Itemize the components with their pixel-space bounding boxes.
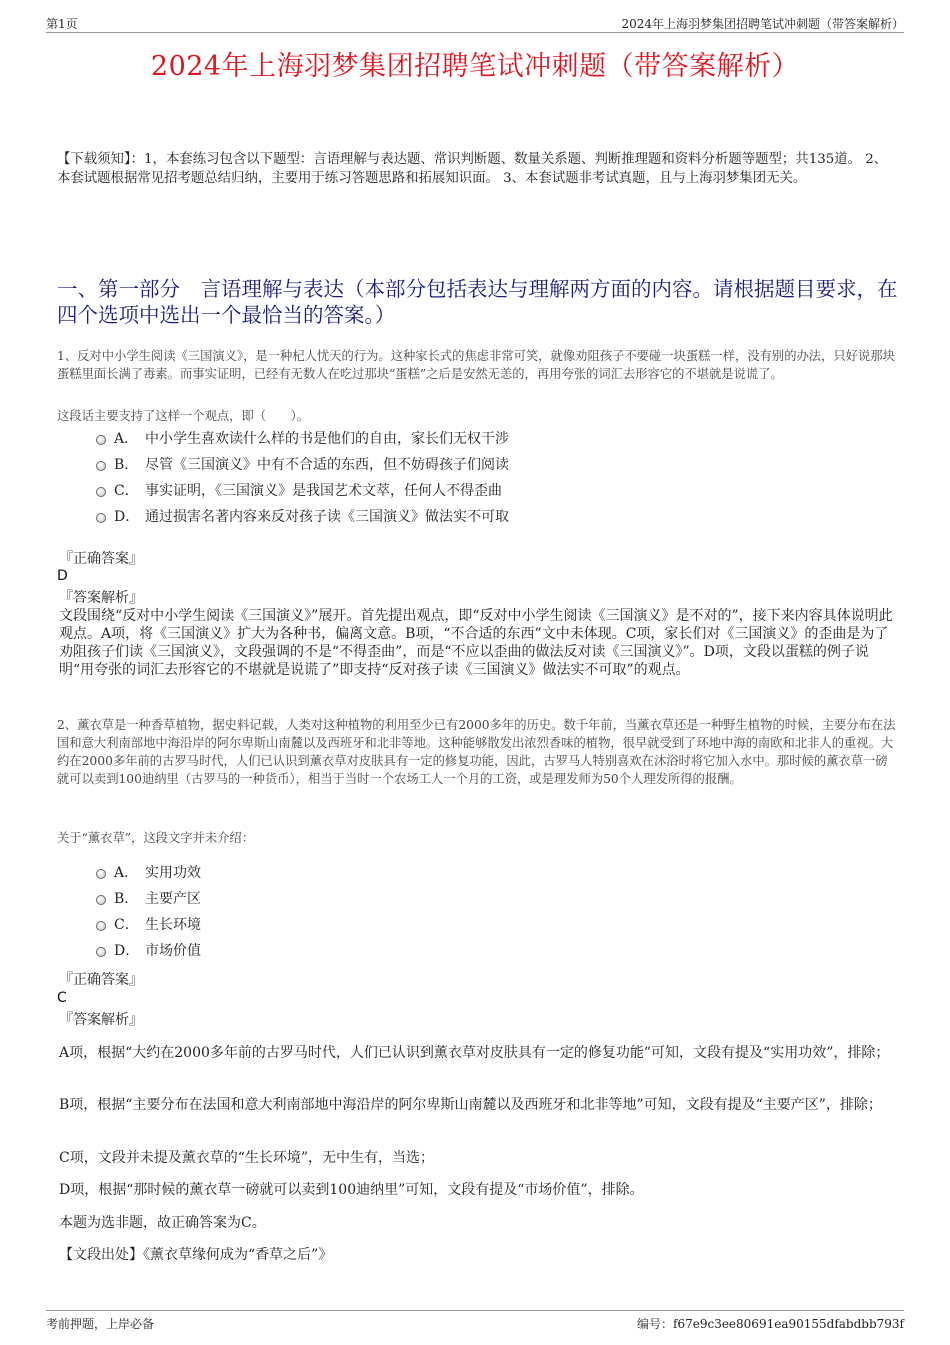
option-text: 事实证明，《三国演义》是我国艺术文萃，任何人不得歪曲: [145, 483, 502, 499]
option-letter: B．: [114, 457, 139, 473]
option-letter: A．: [114, 865, 139, 881]
option-text: 主要产区: [145, 891, 201, 907]
question-2-option-b[interactable]: [96, 886, 876, 912]
page-header: [46, 14, 904, 33]
option-text: 通过损害名著内容来反对孩子读《三国演义》做法实不可取: [145, 509, 509, 525]
question-2-analysis-c: C项，文段并未提及薰衣草的“生长环境”，无中生有，当选；: [59, 1150, 435, 1166]
radio-button-icon[interactable]: [96, 461, 106, 471]
option-letter: C．: [114, 483, 139, 499]
radio-button-icon[interactable]: [96, 921, 106, 931]
question-1-prompt: 这段话主要支持了这样一个观点，即（ ）。: [57, 409, 310, 423]
question-2-answer-label: 『正确答案』: [59, 972, 143, 988]
page-footer: [46, 1310, 904, 1337]
question-2-options: [96, 860, 876, 964]
question-1-options: [96, 426, 876, 530]
radio-button-icon[interactable]: [96, 435, 106, 445]
question-1-answer-label: 『正确答案』: [59, 551, 143, 567]
radio-button-icon[interactable]: [96, 869, 106, 879]
radio-button-icon[interactable]: [96, 513, 106, 523]
footer-doc-id: 编号：f67e9c3ee80691ea90155dfabdbb793f: [637, 1317, 904, 1331]
question-2-option-c[interactable]: [96, 912, 876, 938]
radio-button-icon[interactable]: [96, 487, 106, 497]
footer-slogan: 考前押题，上岸必备: [46, 1317, 155, 1331]
option-text: 实用功效: [145, 865, 201, 881]
option-text: 中小学生喜欢读什么样的书是他们的自由，家长们无权干涉: [145, 431, 509, 447]
page-number: 第1页: [46, 17, 78, 31]
question-2-option-a[interactable]: [96, 860, 876, 886]
question-2-analysis-d: D项，根据“那时候的薰衣草一磅就可以卖到100迪纳里”可知，文段有提及“市场价值”，排除。: [59, 1182, 644, 1198]
question-1-analysis: 文段围绕“反对中小学生阅读《三国演义》”展开。首先提出观点，即“反对中小学生阅读《三国演义》是不对的”，接下来内容具体说明此观点。A项，将《三国演义》扩大为各种书，偏离文意。B项，“不合适的东西”文中未体现。C项，家长们对《三国演义》的歪曲是为了劝阻孩子们读《三国演义》，文段强调的不是“不得歪曲”，而是“不应以歪曲的做法反对读《三国演义》”。D项，文段以蛋糕的例子说明“用夸张的词汇去形容它的不堪就是说谎了”即支持“反对孩子读《三国演义》做法实不可取”的观点。: [59, 608, 893, 678]
option-letter: C．: [114, 917, 139, 933]
question-1-option-c[interactable]: [96, 478, 876, 504]
option-letter: A．: [114, 431, 139, 447]
question-2-conclusion: 本题为选非题，故正确答案为C。: [59, 1215, 266, 1231]
radio-button-icon[interactable]: [96, 895, 106, 905]
option-text: 生长环境: [145, 917, 201, 933]
option-letter: D．: [114, 943, 140, 959]
radio-button-icon[interactable]: [96, 947, 106, 957]
question-1-option-b[interactable]: [96, 452, 876, 478]
option-letter: D．: [114, 509, 140, 525]
question-2-source: 【文段出处】《薰衣草缘何成为“香草之后”》: [59, 1247, 333, 1263]
option-text: 市场价值: [145, 943, 201, 959]
question-2-analysis-a: A项，根据“大约在2000多年前的古罗马时代，人们已认识到薰衣草对皮肤具有一定的修复功能”可知，文段有提及“实用功效”，排除；: [59, 1045, 890, 1061]
question-2-analysis-b: B项，根据“主要分布在法国和意大利南部地中海沿岸的阿尔卑斯山南麓以及西班牙和北非等地”可知，文段有提及“主要产区”，排除；: [59, 1097, 882, 1113]
header-doc-title: 2024年上海羽梦集团招聘笔试冲刺题（带答案解析）: [621, 17, 904, 31]
page-title: 2024年上海羽梦集团招聘笔试冲刺题（带答案解析）: [150, 51, 800, 82]
option-text: 尽管《三国演义》中有不合适的东西，但不妨碍孩子们阅读: [145, 457, 509, 473]
question-2-option-d[interactable]: [96, 938, 876, 964]
question-1-option-a[interactable]: [96, 426, 876, 452]
option-letter: B．: [114, 891, 139, 907]
download-notice: 【下载须知】：1，本套练习包含以下题型：言语理解与表达题、常识判断题、数量关系题、判断推理题和资料分析题等题型；共135道。 2、本套试题根据常见招考题总结归纳，主要用于练习答题思路和拓展知识面。 3、本套试题非考试真题，且与上海羽梦集团无关。: [57, 152, 888, 186]
section-heading: 一、第一部分 言语理解与表达（本部分包括表达与理解两方面的内容。请根据题目要求，在四个选项中选出一个最恰当的答案。）: [57, 277, 898, 327]
question-1-option-d[interactable]: [96, 504, 876, 530]
question-2-text: 2、薰衣草是一种香草植物，据史料记载，人类对这种植物的利用至少已有2000多年的历史。数千年前，当薰衣草还是一种野生植物的时候，主要分布在法国和意大利南部地中海沿岸的阿尔卑斯山南麓以及西班牙和北非等地。这种能够散发出浓烈香味的植物，很早就受到了环地中海的南欧和北非人的重视。大约在2000多年前的古罗马时代，人们已认识到薰衣草对皮肤具有一定的修复功能，因此，古罗马人特别喜欢在沐浴时将它加入水中。那时候的薰衣草一磅就可以卖到100迪纳里（古罗马的一种货币），相当于当时一个农场工人一个月的工资，或是理发师为50个人理发所得的报酬。: [57, 718, 896, 786]
question-1-text: 1、反对中小学生阅读《三国演义》，是一种杞人忧天的行为。这种家长式的焦虑非常可笑，就像劝阻孩子不要碰一块蛋糕一样，没有别的办法，只好说那块蛋糕里面长满了毒素。而事实证明，已经有无数人在吃过那块“蛋糕”之后是安然无恙的，再用夸张的词汇去形容它的不堪就是说谎了。: [57, 349, 895, 381]
question-2-prompt: 关于“薰衣草”，这段文字并未介绍：: [57, 831, 255, 845]
question-2-analysis-label: 『答案解析』: [59, 1012, 143, 1028]
question-1-answer: D: [57, 568, 68, 584]
question-2-answer: C: [57, 990, 67, 1006]
question-1-analysis-label: 『答案解析』: [59, 590, 143, 606]
